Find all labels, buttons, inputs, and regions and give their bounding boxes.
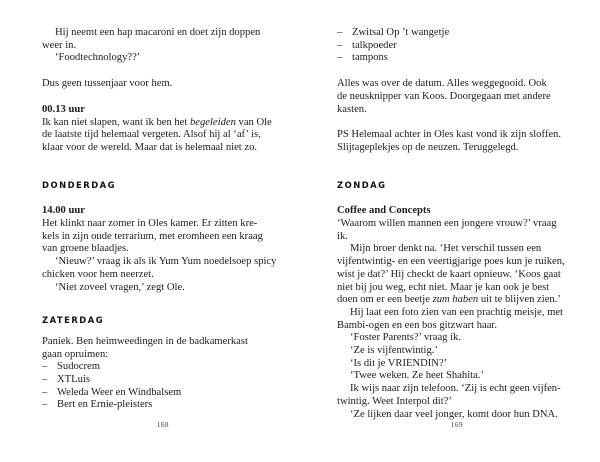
text-line xyxy=(42,336,284,349)
text-run: kels in zijn oude terrarium, met eromheen een kraag xyxy=(42,230,263,242)
subheading-line xyxy=(337,205,577,218)
text-run: weer in. xyxy=(42,39,77,51)
text-run: XTLuis xyxy=(57,374,90,386)
text-run: Ik wijs naar zijn telefoon. ‘Zij is echt geen vijfen- xyxy=(350,383,561,395)
text-line xyxy=(337,256,577,269)
text-run: Bambi-ogen en een bos gitzwart haar. xyxy=(337,319,498,331)
paragraph xyxy=(42,27,284,65)
day-heading: ZONDAG xyxy=(337,179,387,190)
text-run: ‘Foodtechnology??’ xyxy=(55,52,141,64)
text-run: Ik kan niet slapen, want ik ben het xyxy=(42,116,190,128)
text-run: doen om er een beetje xyxy=(337,294,433,306)
text-line xyxy=(337,383,577,396)
text-run: kasten. xyxy=(337,103,367,115)
text-line xyxy=(337,396,577,409)
text-run: ‘Niet zoveel vragen,’ zegt Ole. xyxy=(55,281,185,293)
text-run: Mijn broer denkt na. ‘Het verschil tussen een xyxy=(350,243,542,255)
text-line xyxy=(42,117,284,130)
list-item xyxy=(42,361,284,374)
text-line xyxy=(337,332,577,345)
text-run: ‘Ze lijken daar veel jonger, komt door hun DNA. xyxy=(350,408,558,420)
list-dash: – xyxy=(42,361,48,373)
text-run: Hij laat een foto zien van een prachtig meisje, met xyxy=(350,306,563,318)
text-line xyxy=(337,91,577,104)
list-dash: – xyxy=(337,39,343,51)
text-line xyxy=(42,282,284,295)
paragraph xyxy=(42,104,284,155)
text-run: klaar voor de wereld. Maar dat is helemaal niet zo. xyxy=(42,141,258,153)
list-dash: – xyxy=(42,374,48,386)
left-page-text-column xyxy=(42,27,284,412)
text-run: Paniek. Ben heimweedingen in de badkamerkast xyxy=(42,335,248,347)
subheading-line xyxy=(42,205,284,218)
text-run: Weleda Weer en Windbalsem xyxy=(57,386,182,398)
text-line xyxy=(337,358,577,371)
day-heading: DONDERDAG xyxy=(42,179,117,190)
text-run: 00.13 uur xyxy=(42,103,85,115)
paragraph xyxy=(337,205,577,421)
text-run: tampons xyxy=(352,52,388,64)
text-line xyxy=(42,349,284,362)
right-page-text-column xyxy=(337,27,577,421)
text-run: ‘Waarom willen mannen een jongere vrouw?’ vraag xyxy=(337,218,557,230)
italic-text-run: begeleiden xyxy=(189,116,236,128)
text-run: Hij neemt een hap macaroni en doet zijn doppen xyxy=(55,27,261,38)
text-line xyxy=(337,370,577,383)
text-run: ‘Is dit je VRIENDIN?’ xyxy=(350,357,448,369)
page-number-left: 168 xyxy=(156,421,170,429)
paragraph xyxy=(337,27,577,65)
text-run: Het klinkt naar zomer in Oles kamer. Er zitten kre- xyxy=(42,218,258,230)
list-item xyxy=(337,52,577,65)
list-item xyxy=(42,387,284,400)
text-run: wist je dat?’ Hij checkt de kaart opnieuw. ‘Koos gaat xyxy=(337,268,561,280)
list-item xyxy=(337,27,577,40)
text-line xyxy=(42,142,284,155)
text-line xyxy=(42,27,284,40)
text-line xyxy=(337,104,577,117)
text-line xyxy=(337,218,577,231)
text-run: de laatste tijd helemaal vergeten. Alsof hij al ‘af’ is, xyxy=(42,129,261,141)
text-line xyxy=(337,269,577,282)
text-run: ‘Twee weken. Ze heet Shahita.’ xyxy=(350,370,484,382)
text-run: ‘Foster Parents?’ vraag ik. xyxy=(350,332,462,344)
text-run: twintig. Weet Interpol dit?’ xyxy=(337,395,452,407)
text-line xyxy=(337,307,577,320)
text-run: Zwitsal Op ’t wangetje xyxy=(352,27,450,38)
text-run: Alles was over de datum. Alles weggegooid. Ook xyxy=(337,78,547,90)
text-run: Bert en Ernie-pleisters xyxy=(57,399,153,411)
text-run: Coffee and Concepts xyxy=(337,205,431,217)
text-run: chicken voor hem neerzet. xyxy=(42,268,154,280)
paragraph xyxy=(42,78,284,91)
text-run: uit te blijven zien.’ xyxy=(478,294,561,306)
text-line xyxy=(337,129,577,142)
text-run: ik. xyxy=(337,230,348,242)
text-line xyxy=(42,256,284,269)
text-run: Sudocrem xyxy=(57,361,100,373)
paragraph xyxy=(42,336,284,412)
text-line xyxy=(337,142,577,155)
list-item xyxy=(42,374,284,387)
text-run: PS Helemaal achter in Oles kast vond ik zijn sloffen. xyxy=(337,129,561,141)
text-run: van groene blaadjes. xyxy=(42,243,129,255)
text-line xyxy=(337,345,577,358)
text-run: 14.00 uur xyxy=(42,205,85,217)
paragraph xyxy=(337,78,577,116)
list-item xyxy=(42,399,284,412)
list-dash: – xyxy=(42,399,48,411)
list-dash: – xyxy=(337,27,343,38)
text-run: gaan opruimen: xyxy=(42,348,109,360)
text-line xyxy=(337,294,577,307)
text-run: ‘Ze is vijfentwintig.’ xyxy=(350,345,438,357)
text-line xyxy=(42,243,284,256)
list-item xyxy=(337,40,577,53)
text-run: ‘Nieuw?’ vraag ik als ik Yum Yum noedelsoep spicy xyxy=(55,256,277,268)
text-line xyxy=(337,243,577,256)
text-run: vijfentwintig- en een veertigjarige poes kun je ruiken, xyxy=(337,256,565,268)
text-run: Dus geen tussenjaar voor hem. xyxy=(42,78,173,90)
text-line xyxy=(42,269,284,282)
subheading-line xyxy=(42,104,284,117)
list-dash: – xyxy=(337,52,343,64)
text-line xyxy=(337,320,577,333)
text-line xyxy=(337,282,577,295)
page-number-right: 169 xyxy=(450,421,464,429)
text-line xyxy=(42,129,284,142)
text-line xyxy=(42,78,284,91)
text-line xyxy=(42,40,284,53)
text-line xyxy=(42,231,284,244)
day-heading: ZATERDAG xyxy=(42,315,105,326)
text-run: van Ole xyxy=(235,116,272,128)
text-run: de neusknipper van Koos. Doorgegaan met andere xyxy=(337,90,551,102)
list-dash: – xyxy=(42,386,48,398)
text-line xyxy=(337,231,577,244)
paragraph xyxy=(337,129,577,154)
text-run: Slijtageplekjes op de neuzen. Teruggelegd. xyxy=(337,141,519,153)
text-line xyxy=(337,78,577,91)
text-run: talkpoeder xyxy=(352,39,397,51)
text-run: niet bij jou weg, echt niet. Maar je kan ook je best xyxy=(337,281,550,293)
text-line xyxy=(42,52,284,65)
italic-text-run: zum haben xyxy=(432,294,479,306)
paragraph xyxy=(42,205,284,294)
text-line xyxy=(42,218,284,231)
